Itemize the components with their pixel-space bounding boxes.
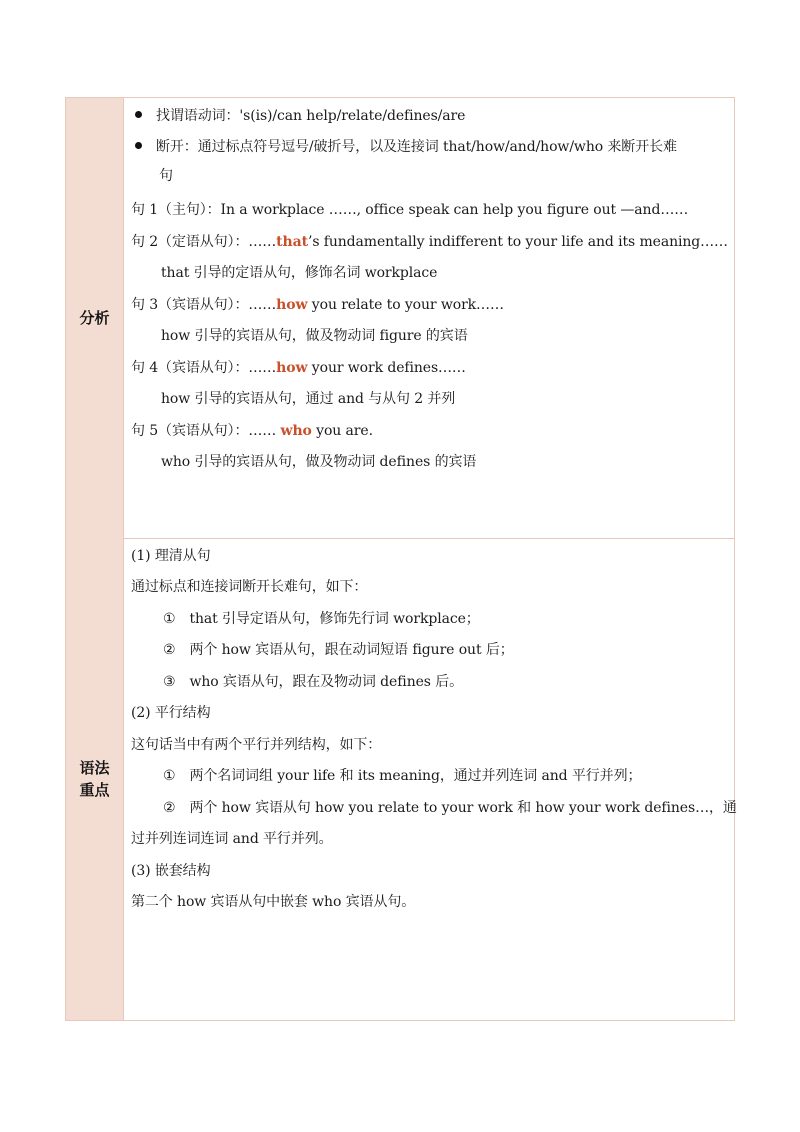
- sentence-5: 句 5（宾语从句）：…… who you are.: [131, 423, 373, 439]
- grammar-label-line1: 语法: [79, 759, 110, 777]
- sentence-3-note: how 引导的宾语从句，做及物动词 figure 的宾语: [161, 328, 468, 344]
- paragraph-parallel: 这句话当中有两个平行并列结构，如下：: [131, 737, 382, 753]
- sentence-2-note: that 引导的定语从句，修饰名词 workplace: [161, 265, 438, 281]
- bullet-item-split-cont: 句: [159, 168, 173, 184]
- grammar-label: [66, 538, 124, 1020]
- paragraph-nested: 第二个 how 宾语从句中嵌套 who 宾语从句。: [131, 894, 416, 910]
- paragraph-clauses: 通过标点和连接词断开长难句，如下：: [131, 579, 368, 595]
- sentence-5-note: who 引导的宾语从句，做及物动词 defines 的宾语: [161, 454, 477, 470]
- bullet-icon: [135, 142, 142, 149]
- highlight-who: who: [280, 423, 312, 439]
- analysis-table: [65, 97, 735, 1021]
- grammar-row: [66, 538, 737, 1020]
- list-item-parallel-1: ① 两个名词词组 your life 和 its meaning，通过并列连词 and 平行并列；: [163, 768, 642, 784]
- list-item-clause-2: ② 两个 how 宾语从句，跟在动词短语 figure out 后；: [163, 642, 514, 658]
- sentence-1: 句 1（主句）：In a workplace ……, office speak can help you figure out —and……: [131, 202, 689, 218]
- analysis-content: [123, 98, 734, 538]
- bullet-item-predicates: 找谓语动词：'s(is)/can help/relate/defines/are: [135, 105, 465, 125]
- bullet-item-split: 断开：通过标点符号逗号/破折号，以及连接词 that/how/and/how/who 来断开长难: [135, 136, 677, 156]
- highlight-that: that: [276, 234, 308, 250]
- heading-clauses: (1) 理清从句: [131, 548, 211, 564]
- highlight-how: how: [276, 360, 308, 376]
- highlight-how: how: [276, 297, 308, 313]
- analysis-label: [66, 98, 124, 538]
- bullet-icon: [135, 111, 142, 118]
- sentence-2: 句 2（定语从句）：……that’s fundamentally indifferent to your life and its meaning……: [131, 234, 728, 250]
- heading-nested: (3) 嵌套结构: [131, 863, 211, 879]
- sentence-4: 句 4（宾语从句）：……how your work defines……: [131, 360, 466, 376]
- list-item-clause-1: ① that 引导定语从句，修饰先行词 workplace；: [163, 611, 480, 627]
- list-item-clause-3: ③ who 宾语从句，跟在及物动词 defines 后。: [163, 674, 464, 690]
- grammar-content: [123, 538, 737, 1020]
- sentence-3: 句 3（宾语从句）：……how you relate to your work……: [131, 297, 504, 313]
- grammar-label-line2: 重点: [79, 781, 110, 799]
- sentence-4-note: how 引导的宾语从句，通过 and 与从句 2 并列: [161, 391, 456, 407]
- list-item-parallel-2: ② 两个 how 宾语从句 how you relate to your work 和 how your work defines…，通: [163, 800, 737, 816]
- heading-parallel: (2) 平行结构: [131, 705, 211, 721]
- list-item-parallel-2-cont: 过并列连词连词 and 平行并列。: [131, 831, 333, 847]
- analysis-row: [66, 98, 734, 539]
- analysis-label-text: 分析: [79, 309, 110, 327]
